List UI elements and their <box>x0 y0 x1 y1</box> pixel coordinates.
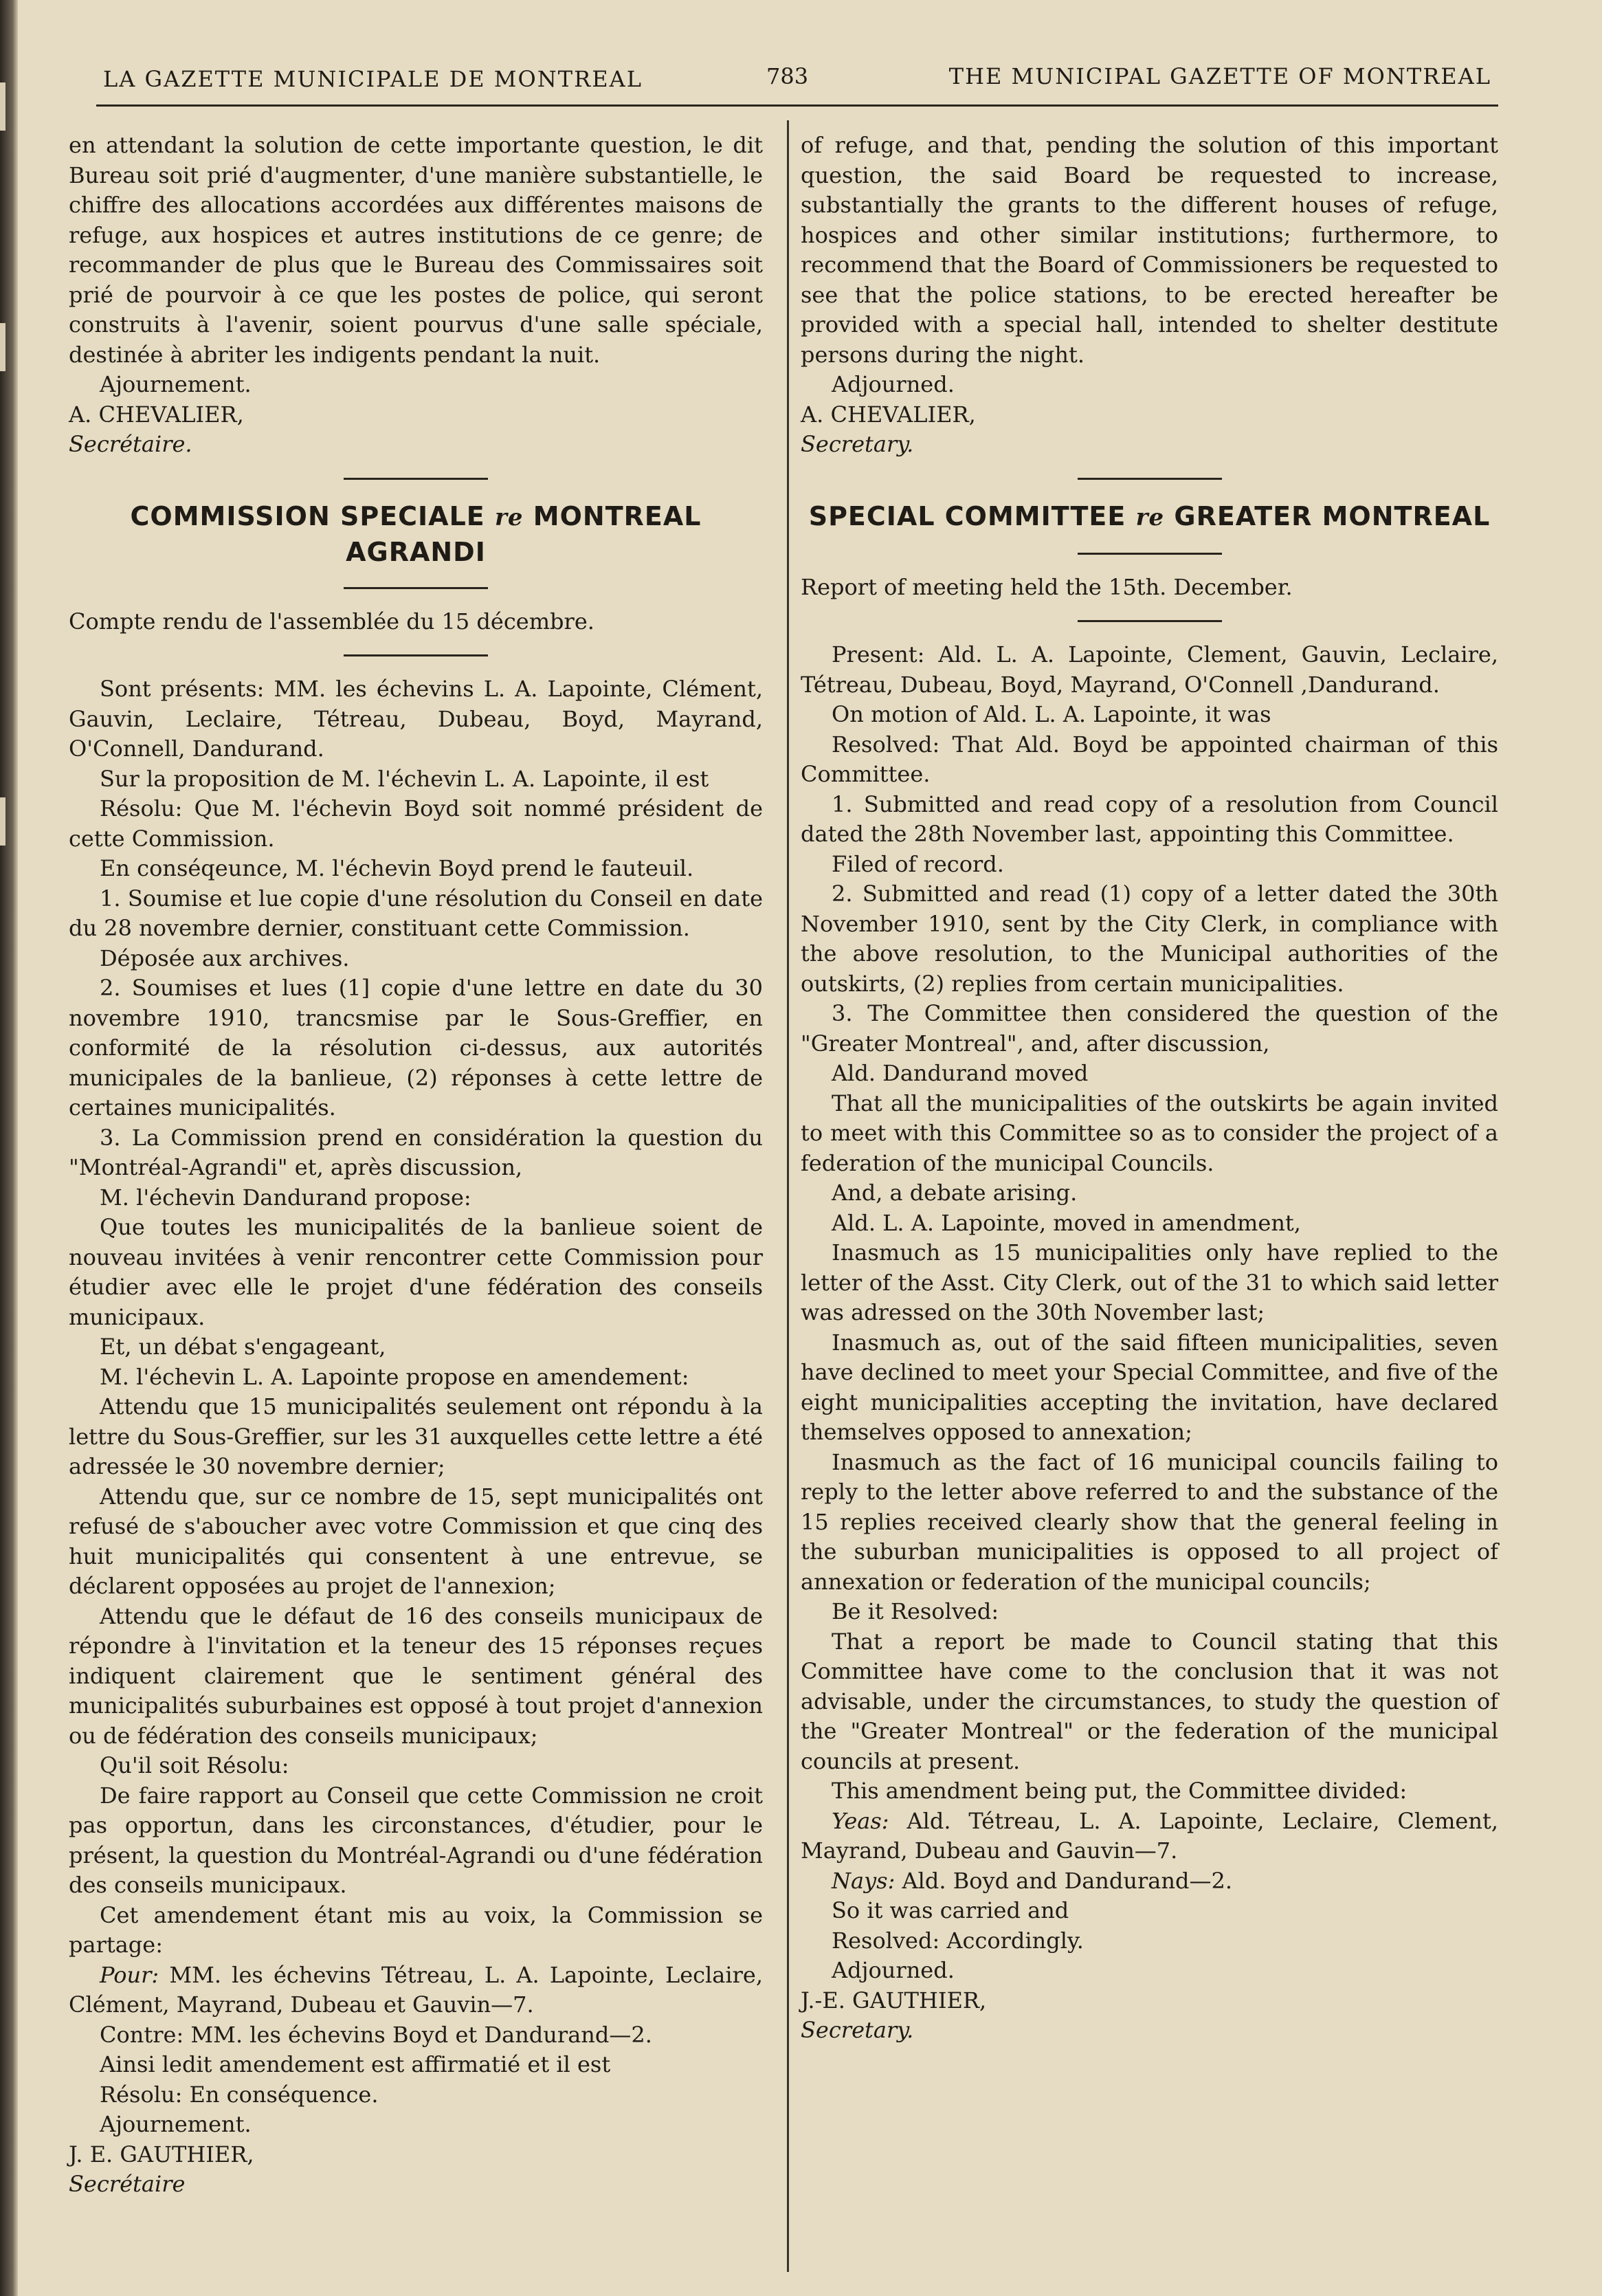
paragraph: So it was carried and <box>832 1897 1069 1923</box>
paragraph: Attendu que 15 municipalités seulement ont répondu à la lettre du Sous-Greffier, sur les 31 auxquelles cette lettre a été adressée le 30 novembre dernier; <box>69 1393 763 1479</box>
spine-mark <box>0 82 5 131</box>
page-header <box>103 63 1491 107</box>
signature-title: Secrétaire <box>69 2171 186 2197</box>
signature-name: A. CHEVALIER, <box>69 401 244 428</box>
paragraph: of refuge, and that, pending the solution of this important question, the said Board be requested to increase, substantially the grants to the different houses of refuge, hospices and other similar institutions; furthermore, to recommend that the Board of Commissioners be requested to see that the police stations, to be erected hereafter be provided with a special hall, intended to shelter destitute persons during the night. <box>801 132 1498 368</box>
page-number: 783 <box>766 63 809 89</box>
column-divider <box>787 120 789 2272</box>
signature-title: Secretary. <box>801 2017 914 2043</box>
vote-for <box>801 1807 1498 1866</box>
separator-rule <box>344 478 488 480</box>
paragraph: 3. La Commission prend en considération la question du "Montréal-Agrandi" et, après discussion, <box>69 1124 763 1180</box>
paragraph: Qu'il soit Résolu: <box>100 1752 289 1778</box>
vote-names: MM. les échevins Boyd et Dandurand—2. <box>190 2021 652 2048</box>
paragraph: Résolu: En conséquence. <box>100 2081 379 2108</box>
header-french-title: LA GAZETTE MUNICIPALE DE MONTREAL <box>103 66 643 92</box>
signature-name: J. E. GAUTHIER, <box>69 2141 254 2167</box>
paragraph: 2. Submitted and read (1) copy of a letter dated the 30th November 1910, sent by the City Clerk, in compliance with the above resolution, to the Municipal authorities of the outskirts, (2) replies from certain municipalities. <box>801 881 1498 997</box>
vote-label: Yeas: <box>832 1807 889 1834</box>
separator-rule <box>344 654 488 656</box>
vote-label: Nays: <box>832 1867 895 1894</box>
present-list: Present: Ald. L. A. Lapointe, Clement, Gauvin, Leclaire, Tétreau, Dubeau, Boyd, Mayrand, O'Connell ,Dandurand. <box>801 641 1498 698</box>
paragraph: 3. The Committee then considered the question of the "Greater Montreal", and, after discussion, <box>801 1000 1498 1057</box>
paragraph: On motion of Ald. L. A. Lapointe, it was <box>832 701 1271 727</box>
paragraph: M. l'échevin L. A. Lapointe propose en amendement: <box>100 1363 689 1390</box>
paragraph: Inasmuch as, out of the said fifteen municipalities, seven have declined to meet your Special Committee, and five of the eight municipalities accepting the invitation, have declared themselves opposed to annexation; <box>801 1329 1498 1445</box>
separator-rule <box>1078 478 1222 480</box>
paragraph: M. l'échevin Dandurand propose: <box>100 1184 471 1211</box>
paragraph: Filed of record. <box>832 850 1004 877</box>
vote-for <box>69 1961 763 2020</box>
paragraph: Resolved: Accordingly. <box>832 1927 1084 1954</box>
adjournment: Ajournement. <box>100 2111 252 2137</box>
separator-rule <box>1078 620 1222 622</box>
paragraph: This amendment being put, the Committee divided: <box>832 1778 1408 1804</box>
english-column <box>801 131 1498 2046</box>
section-heading <box>801 499 1498 535</box>
spine-mark <box>0 797 5 846</box>
spine-mark <box>0 323 5 371</box>
signature-title: Secretary. <box>801 431 914 457</box>
paragraph: En conséqeunce, M. l'échevin Boyd prend le fauteuil. <box>100 855 694 881</box>
heading-re: re <box>495 503 524 531</box>
signature-name: J.-E. GAUTHIER, <box>801 1987 987 2013</box>
paragraph: en attendant la solution de cette importante question, le dit Bureau soit prié d'augmenter, d'une manière substantielle, le chiffre des allocations accordées aux différentes maisons de refuge, aux hospices et autres institutions de ce genre; de recommander de plus que le Bureau des Commissaires soit prié de pourvoir à ce que les postes de police, qui seront construits à l'avenir, soient pourvus d'une salle spéciale, destinée à abriter les indigents pendant la nuit. <box>69 132 763 368</box>
present-list: Sont présents: MM. les échevins L. A. Lapointe, Clément, Gauvin, Leclaire, Tétreau, Dubeau, Boyd, Mayrand, O'Connell, Dandurand. <box>69 676 763 762</box>
heading-part: COMMISSION SPECIALE <box>130 500 485 531</box>
vote-label: Contre: <box>100 2021 184 2048</box>
signature-name: A. CHEVALIER, <box>801 401 976 428</box>
signature-title: Secrétaire. <box>69 431 192 457</box>
french-column <box>69 131 763 2200</box>
paragraph: That all the municipalities of the outskirts be again invited to meet with this Committee so as to consider the project of a federation of the municipal Councils. <box>801 1090 1498 1176</box>
paragraph: Sur la proposition de M. l'échevin L. A. Lapointe, il est <box>100 765 709 792</box>
header-english-title: THE MUNICIPAL GAZETTE OF MONTREAL <box>948 63 1491 89</box>
separator-rule <box>344 587 488 589</box>
paragraph: Inasmuch as 15 municipalities only have replied to the letter of the Asst. City Clerk, out of the 31 to which said letter was adressed on the 30th November last; <box>801 1239 1498 1325</box>
paragraph: Que toutes les municipalités de la banlieue soient de nouveau invitées à venir rencontrer cette Commission pour étudier avec elle le projet d'une fédération des conseils municipaux. <box>69 1214 763 1330</box>
vote-names: Ald. Boyd and Dandurand—2. <box>902 1867 1232 1894</box>
paragraph: Ainsi ledit amendement est affirmatié et il est <box>100 2051 611 2077</box>
paragraph: Cet amendement étant mis au voix, la Commission se partage: <box>69 1901 763 1958</box>
vote-against <box>801 1866 1498 1897</box>
paragraph: Inasmuch as the fact of 16 municipal councils failing to reply to the letter above referred to and the substance of the 15 replies received clearly show that the general feeling in the suburban municipalities is opposed to all project of annexation or federation of the municipal councils; <box>801 1448 1498 1595</box>
heading-part: MONTREAL AGRANDI <box>346 500 702 567</box>
paragraph: Be it Resolved: <box>832 1598 999 1624</box>
heading-part: SPECIAL COMMITTEE <box>808 500 1126 531</box>
heading-part: GREATER MONTREAL <box>1174 500 1491 531</box>
header-rule <box>96 104 1498 107</box>
adjournment: Ajournement. <box>100 371 252 397</box>
paragraph: Résolu: Que M. l'échevin Boyd soit nommé président de cette Commission. <box>69 795 763 852</box>
paragraph: De faire rapport au Conseil que cette Commission ne croit pas opportun, dans les circonstances, d'étudier, pour le présent, la question du Montréal-Agrandi ou d'une fédération des conseils municipaux. <box>69 1782 763 1898</box>
paragraph: Ald. L. A. Lapointe, moved in amendment, <box>832 1209 1301 1236</box>
adjournment: Adjourned. <box>832 371 955 397</box>
paragraph: 1. Submitted and read copy of a resolution from Council dated the 28th November last, appointing this Committee. <box>801 791 1498 847</box>
vote-against <box>69 2020 763 2051</box>
paragraph: And, a debate arising. <box>832 1180 1078 1206</box>
vote-names: MM. les échevins Tétreau, L. A. Lapointe, Leclaire, Clément, Mayrand, Dubeau et Gauvin—7. <box>69 1961 764 2018</box>
heading-re: re <box>1135 503 1165 531</box>
paragraph: 1. Soumise et lue copie d'une résolution du Conseil en date du 28 novembre dernier, constituant cette Commission. <box>69 885 763 941</box>
paragraph: Ald. Dandurand moved <box>832 1060 1089 1086</box>
paragraph: Attendu que, sur ce nombre de 15, sept municipalités ont refusé de s'aboucher avec votre Commission et que cinq des huit municipalités qui consentent à une entrevue, se déclarent opposées au projet de l'annexion; <box>69 1483 763 1599</box>
meeting-subtitle: Report of meeting held the 15th. December. <box>801 573 1293 600</box>
vote-label: Pour: <box>100 1961 159 1988</box>
adjournment: Adjourned. <box>832 1957 955 1983</box>
paragraph: Attendu que le défaut de 16 des conseils municipaux de répondre à l'invitation et la teneur des 15 réponses reçues indiquent clairement que le sentiment général des municipalités suburbaines est opposé à tout projet d'annexion ou de fédération des conseils municipaux; <box>69 1602 763 1749</box>
paragraph: 2. Soumises et lues (1] copie d'une lettre en date du 30 novembre 1910, trancsmise par le Sous-Greffier, en conformité de la résolution ci-dessus, aux autorités municipales de la banlieue, (2) réponses à cette lettre de certaines municipalités. <box>69 975 763 1121</box>
paragraph: Resolved: That Ald. Boyd be appointed chairman of this Committee. <box>801 731 1498 787</box>
paragraph: That a report be made to Council stating that this Committee have come to the conclusion that it was not advisable, under the circumstances, to study the question of the "Greater Montreal" or the federation of the municipal councils at present. <box>801 1628 1498 1774</box>
separator-rule <box>1078 553 1222 555</box>
meeting-subtitle: Compte rendu de l'assemblée du 15 décembre. <box>69 608 594 634</box>
paragraph: Déposée aux archives. <box>100 945 350 971</box>
section-heading <box>69 499 763 569</box>
paragraph: Et, un débat s'engageant, <box>100 1334 386 1360</box>
vote-names: Ald. Tétreau, L. A. Lapointe, Leclaire, Clement, Mayrand, Dubeau and Gauvin—7. <box>801 1807 1498 1864</box>
